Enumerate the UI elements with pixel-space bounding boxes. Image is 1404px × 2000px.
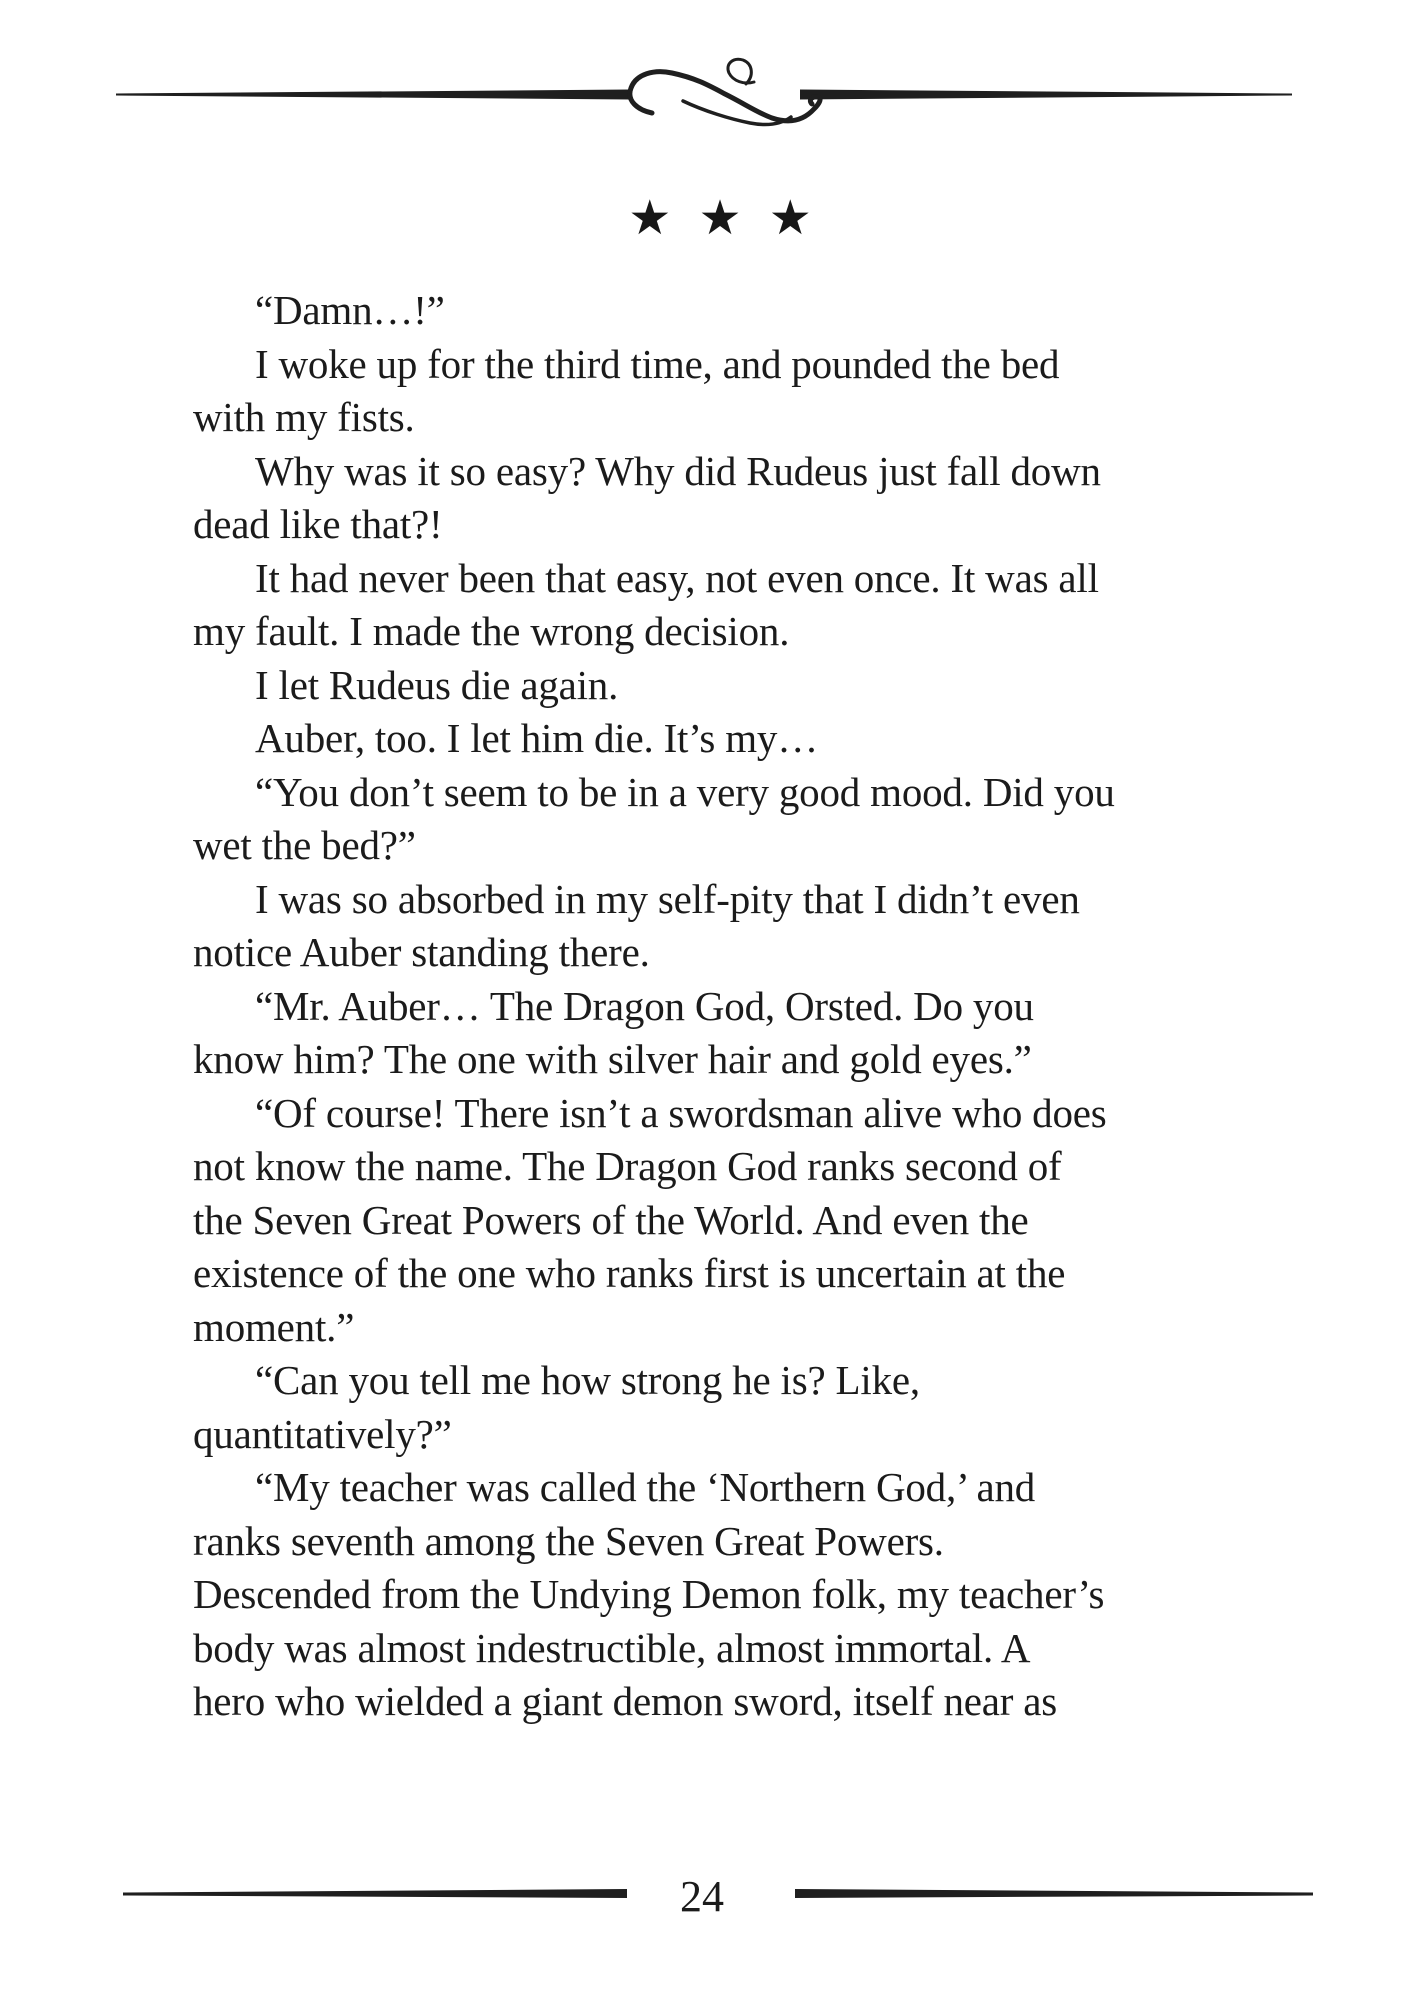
header-divider bbox=[0, 0, 1404, 180]
header-rule-left bbox=[116, 90, 630, 100]
flourish-icon bbox=[630, 59, 820, 124]
text-line: wet the bed?” bbox=[193, 822, 416, 868]
text-line: “You don’t seem to be in a very good mood. Did you bbox=[255, 768, 1115, 815]
body-text bbox=[193, 284, 1323, 1729]
text-line: “Of course! There isn’t a swordsman alive who does bbox=[255, 1089, 1107, 1136]
text-line: I woke up for the third time, and pounded the bed bbox=[255, 340, 1060, 387]
text-line: “Damn…!” bbox=[255, 287, 445, 333]
text-line: Auber, too. I let him die. It’s my… bbox=[255, 715, 818, 761]
text-line: Why was it so easy? Why did Rudeus just fall down bbox=[255, 447, 1101, 494]
page-number: 24 bbox=[680, 1872, 724, 1921]
text-line: my fault. I made the wrong decision. bbox=[193, 608, 790, 654]
text-line: ranks seventh among the Seven Great Powers. bbox=[193, 1517, 944, 1564]
text-line: know him? The one with silver hair and gold eyes.” bbox=[193, 1036, 1032, 1082]
header-rule-right bbox=[800, 90, 1292, 100]
text-line: the Seven Great Powers of the World. And even the bbox=[193, 1196, 1029, 1243]
text-line: “My teacher was called the ‘Northern God,’ and bbox=[255, 1464, 1036, 1510]
text-line: notice Auber standing there. bbox=[193, 929, 650, 975]
text-line: I let Rudeus die again. bbox=[255, 661, 619, 708]
text-line: hero who wielded a giant demon sword, itself near as bbox=[193, 1678, 1058, 1724]
text-line: Descended from the Undying Demon folk, my teacher’s bbox=[193, 1571, 1105, 1617]
scene-break-stars: ★ ★ ★ bbox=[628, 190, 818, 246]
text-line: “Can you tell me how strong he is? Like, bbox=[255, 1357, 920, 1403]
text-line: with my fists. bbox=[193, 394, 415, 440]
text-line: body was almost indestructible, almost immortal. A bbox=[193, 1624, 1031, 1671]
text-line: It had never been that easy, not even once. It was all bbox=[255, 554, 1099, 601]
text-line: existence of the one who ranks first is uncertain at the bbox=[193, 1250, 1066, 1296]
text-line: quantitatively?” bbox=[193, 1410, 452, 1457]
text-line: dead like that?! bbox=[193, 501, 443, 547]
text-line: “Mr. Auber… The Dragon God, Orsted. Do you bbox=[255, 982, 1034, 1029]
text-line: moment.” bbox=[193, 1303, 355, 1350]
text-line: I was so absorbed in my self-pity that I didn’t even bbox=[255, 875, 1080, 922]
text-line: not know the name. The Dragon God ranks second of bbox=[193, 1143, 1062, 1189]
